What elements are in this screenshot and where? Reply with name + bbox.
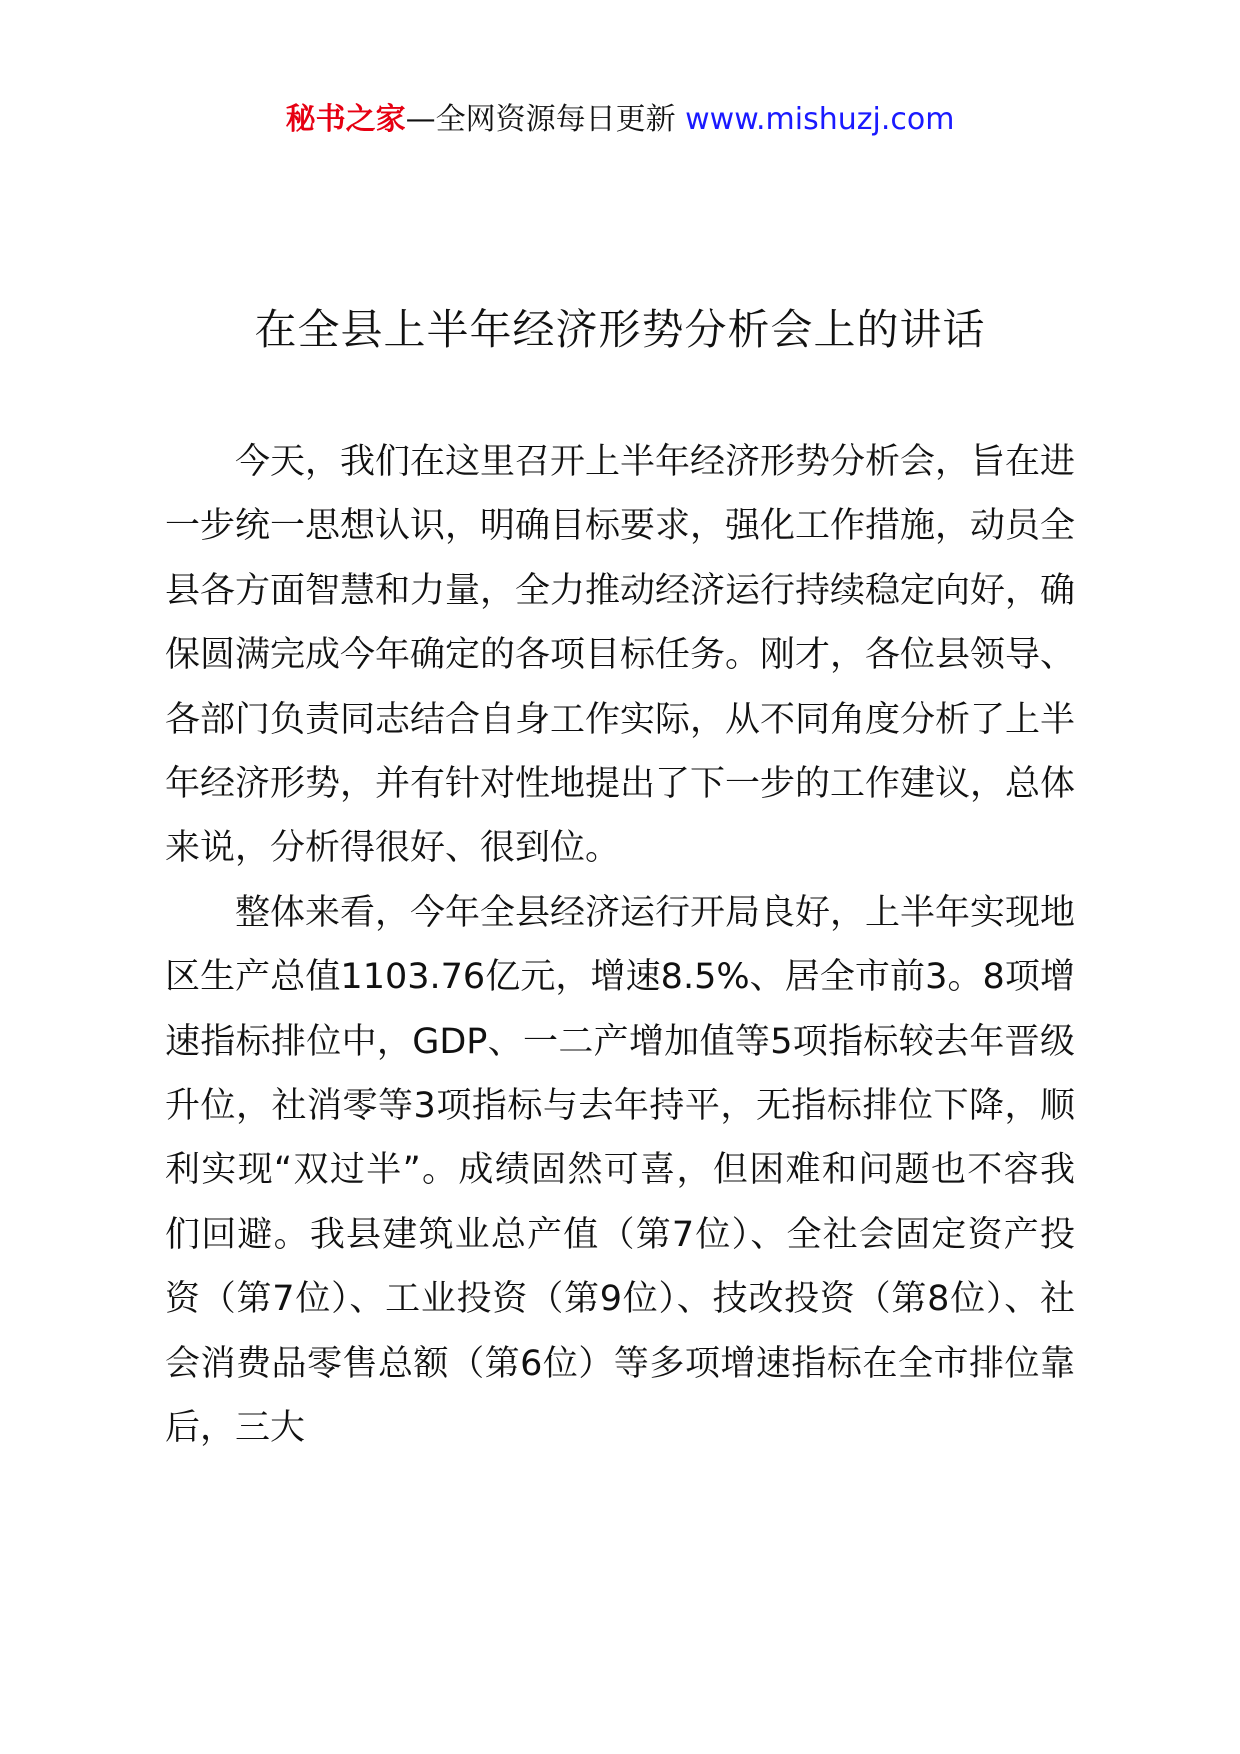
site-brand: 秘书之家: [285, 102, 406, 137]
document-title: 在全县上半年经济形势分析会上的讲话: [254, 305, 986, 354]
paragraph-overview: 整体来看，今年全县经济运行开局良好，上半年实现地区生产总值1103.76亿元，增速8.5%、居全市前3。8项增速指标排位中，GDP、一二产增加值等5项指标较去年晋级升位，社消零等3项指标与去年持平，无指标排位下降，顺利实现“双过半”。成绩固然可喜，但困难和问题也不容我们回避。我县建筑业总产值（第7位）、全社会固定资产投资（第7位）、工业投资（第9位）、技改投资（第8位）、社会消费品零售总额（第6位）等多项增速指标在全市排位靠后，三大: [165, 892, 1076, 1449]
document-body: [165, 430, 1075, 1461]
site-header: [0, 100, 1240, 140]
site-slogan: —全网资源每日更新: [405, 102, 676, 137]
site-url-link[interactable]: www.mishuzj.com: [685, 102, 955, 137]
paragraph-opening: 今天，我们在这里召开上半年经济形势分析会，旨在进一步统一思想认识，明确目标要求，强化工作措施，动员全县各方面智慧和力量，全力推动经济运行持续稳定向好，确保圆满完成今年确定的各项目标任务。刚才，各位县领导、各部门负责同志结合自身工作实际，从不同角度分析了上半年经济形势，并有针对性地提出了下一步的工作建议，总体来说，分析得很好、很到位。: [165, 442, 1076, 869]
